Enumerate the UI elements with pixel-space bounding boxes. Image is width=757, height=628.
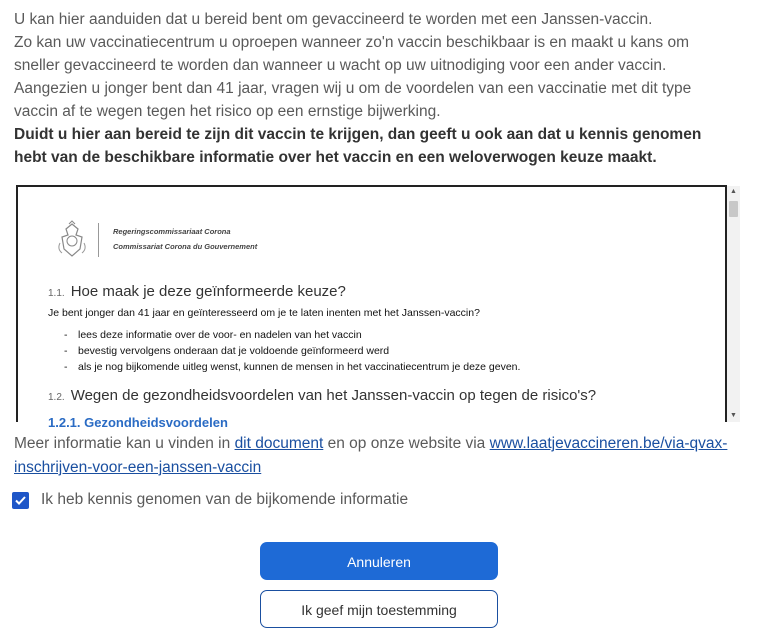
more-info-prefix: Meer informatie kan u vinden in xyxy=(14,435,235,452)
org-name-nl: Regeringscommissariaat Corona xyxy=(113,227,231,236)
belgian-crest-icon xyxy=(54,221,90,259)
intro-line: sneller gevaccineerd te worden dan wanneer u wacht op uw uitnodiging voor een ander vaccin. xyxy=(14,57,667,74)
document-link[interactable]: dit document xyxy=(234,435,324,452)
consent-label: Ik heb kennis genomen van de bijkomende informatie xyxy=(41,491,409,508)
intro-line: U kan hier aanduiden dat u bereid bent om gevaccineerd te worden met een Janssen-vaccin. xyxy=(14,11,653,28)
section-heading-1 xyxy=(48,283,346,300)
checkmark-icon xyxy=(14,494,27,507)
document-viewer[interactable] xyxy=(16,185,727,430)
scroll-thumb[interactable] xyxy=(729,201,738,217)
section-number: 1.2. xyxy=(48,392,65,403)
section-number: 1.1. xyxy=(48,288,65,299)
org-name-fr: Commissariat Corona du Gouvernement xyxy=(113,242,258,251)
list-item: - als je nog bijkomende uitleg wenst, kunnen de mensen in het vaccinatiecentrum je deze geven. xyxy=(64,359,520,375)
give-consent-button[interactable]: Ik geef mijn toestemming xyxy=(260,590,498,628)
intro-line: Zo kan uw vaccinatiecentrum u oproepen wanneer zo'n vaccin beschikbaar is en maakt u kans om xyxy=(14,34,689,51)
website-link[interactable]: www.laatjevaccineren.be/via-qvax-inschrijven-voor-een-janssen-vaccin xyxy=(14,435,728,476)
section-title: Wegen de gezondheidsvoordelen van het Janssen-vaccin op tegen de risico's? xyxy=(70,387,597,404)
intro-bold-line: Duidt u hier aan bereid te zijn dit vaccin te krijgen, dan geeft u ook aan dat u kennis genomen xyxy=(14,126,702,143)
lead-text: Je bent jonger dan 41 jaar en geïnteresseerd om je te laten inenten met het Janssen-vaccin? xyxy=(48,307,480,319)
intro-bold-line: hebt van de beschikbare informatie over het vaccin en een weloverwogen keuze maakt. xyxy=(14,149,657,166)
intro-text xyxy=(14,8,744,169)
section-heading-2 xyxy=(48,387,596,404)
list-item: - bevestig vervolgens onderaan dat je voldoende geïnformeerd werd xyxy=(64,343,520,359)
scroll-down-arrow-icon[interactable]: ▼ xyxy=(730,412,737,419)
intro-line: Aangezien u jonger bent dan 41 jaar, vragen wij u om de voordelen van een vaccinatie met dit type xyxy=(14,80,692,97)
subsection-heading-partial: 1.2.1. Gezondheidsvoordelen xyxy=(48,415,228,430)
scroll-up-arrow-icon[interactable]: ▲ xyxy=(730,188,737,195)
more-info-text xyxy=(14,432,744,480)
cancel-button[interactable]: Annuleren xyxy=(260,542,498,580)
document-scrollbar[interactable] xyxy=(727,186,740,422)
section-title: Hoe maak je deze geïnformeerde keuze? xyxy=(70,283,346,300)
list-item: - lees deze informatie over de voor- en nadelen van het vaccin xyxy=(64,327,520,343)
crest-divider xyxy=(98,223,99,257)
consent-checkbox-row[interactable] xyxy=(12,491,408,509)
intro-line: vaccin af te wegen tegen het risico op een ernstige bijwerking. xyxy=(14,103,441,120)
more-info-middle: en op onze website via xyxy=(323,435,490,452)
consent-checkbox[interactable] xyxy=(12,492,29,509)
bullet-list xyxy=(64,327,520,375)
